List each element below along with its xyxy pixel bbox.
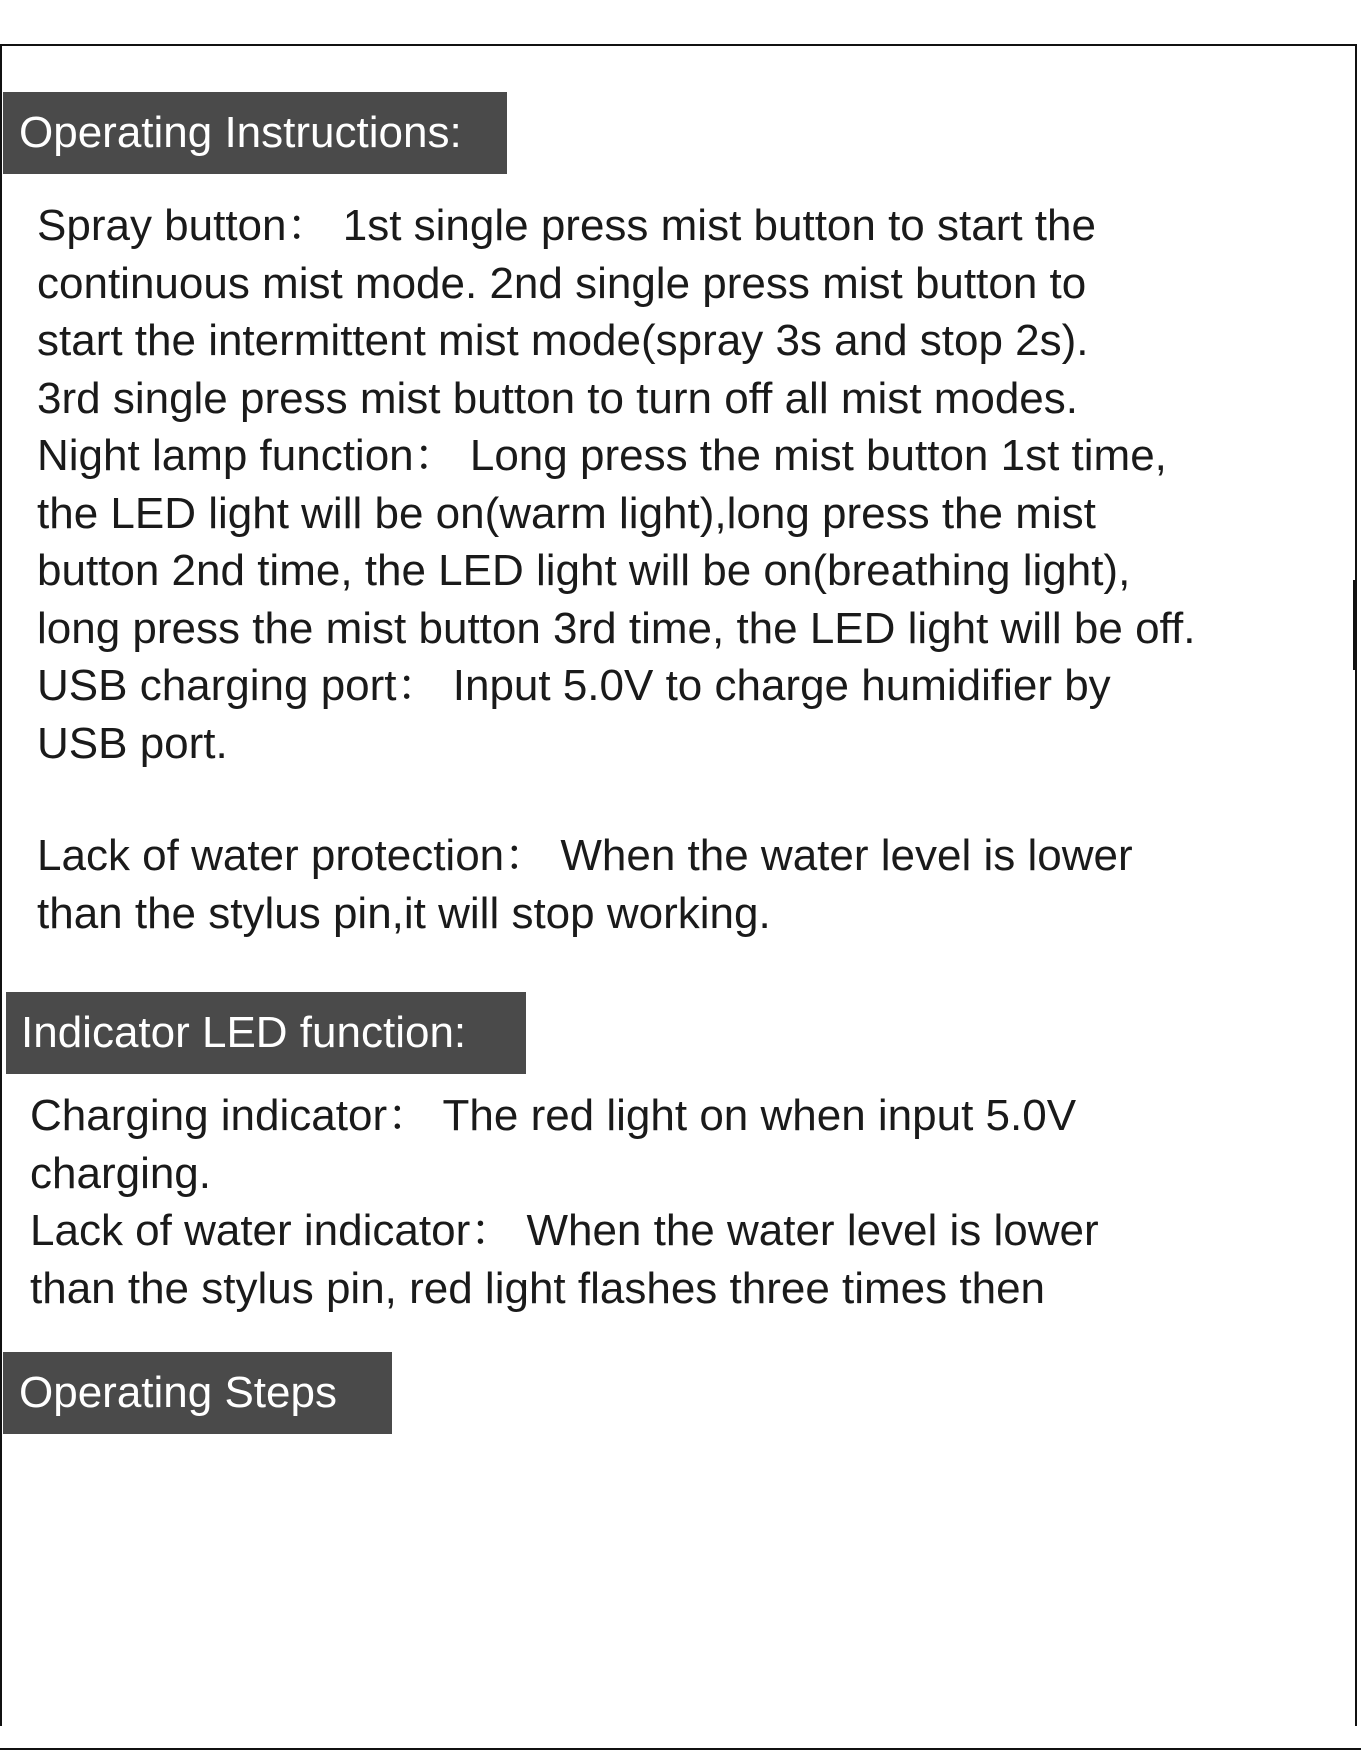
text-line: charging. [30,1148,212,1198]
text-line: USB port. [37,718,228,768]
text-line: start the intermittent mist mode(spray 3s and stop 2s). [37,316,1089,365]
text-line: button 2nd time, the LED light will be on(breathing light), [37,546,1131,595]
text-line: than the stylus pin,it will stop working. [37,888,771,938]
text-line: continuous mist mode. 2nd single press mist button to [37,258,1087,308]
operating-instructions-text [37,197,1195,772]
text-line: long press the mist button 3rd time, the LED light will be off. [37,603,1196,653]
section-header-indicator-led: Indicator LED function: [6,992,526,1074]
lack-of-water-protection-text [37,827,1133,942]
text-line: USB charging port： Input 5.0V to charge humidifier by [37,661,1111,710]
text-line: Charging indicator： The red light on when input 5.0V [30,1091,1077,1140]
bottom-rule [0,1748,1361,1750]
text-line: Lack of water protection： When the water level is lower [37,831,1133,880]
indicator-led-text [30,1087,1099,1317]
section-header-operating-instructions: Operating Instructions: [3,92,507,174]
text-line: the LED light will be on(warm light),long press the mist [37,488,1096,538]
frame-edge-mark [1353,580,1355,670]
text-line: Night lamp function： Long press the mist button 1st time, [37,431,1167,480]
text-line: Lack of water indicator： When the water level is lower [30,1206,1099,1255]
section-header-operating-steps: Operating Steps [3,1352,392,1434]
text-line: than the stylus pin, red light flashes three times then [30,1263,1046,1313]
text-line: Spray button： 1st single press mist button to start the [37,201,1096,250]
text-line: 3rd single press mist button to turn off all mist modes. [37,373,1078,423]
